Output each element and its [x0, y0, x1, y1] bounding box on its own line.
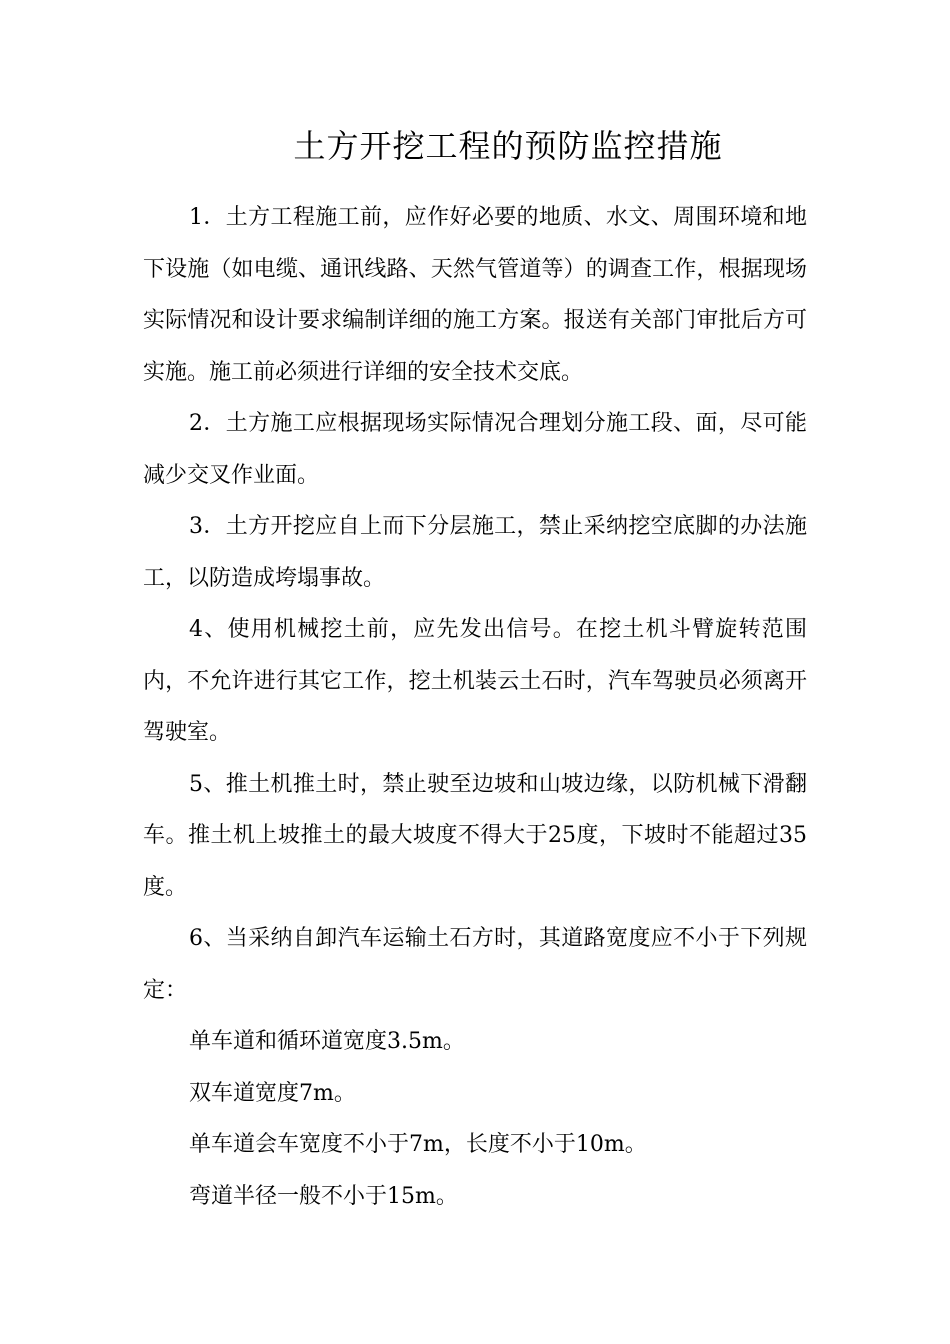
paragraph-5: 5、推土机推土时，禁止驶至边坡和山坡边缘，以防机械下滑翻车。推土机上坡推土的最大坡度不得大于25度，下坡时不能超过35度。: [143, 771, 807, 900]
paragraph-6: 6、当采纳自卸汽车运输土石方时，其道路宽度应不小于下列规定：: [143, 926, 807, 1003]
spec-curve-radius: 弯道半径一般不小于15m。: [189, 1183, 458, 1209]
spec-single-lane-width: 单车道和循环道宽度3.5m。: [189, 1029, 465, 1054]
paragraph-2: 2．土方施工应根据现场实际情况合理划分施工段、面，尽可能减少交叉作业面。: [143, 411, 807, 488]
spec-double-lane-width: 双车道宽度7m。: [189, 1080, 356, 1106]
document-body: [143, 192, 807, 1222]
paragraph-4: 4、使用机械挖土前，应先发出信号。在挖土机斗臂旋转范围内，不允许进行其它工作，挖土机装云土石时，汽车驾驶员必须离开驾驶室。: [143, 617, 807, 745]
paragraph-3: 3．土方开挖应自上而下分层施工，禁止采纳挖空底脚的办法施工，以防造成垮塌事故。: [143, 514, 807, 591]
paragraph-1: 1．土方工程施工前，应作好必要的地质、水文、周围环境和地下设施（如电缆、通讯线路、天然气管道等）的调查工作，根据现场实际情况和设计要求编制详细的施工方案。报送有关部门审批后方可实施。施工前必须进行详细的安全技术交底。: [143, 205, 807, 385]
document-title: 土方开挖工程的预防监控措施: [293, 127, 723, 165]
spec-passing-bay: 单车道会车宽度不小于7m，长度不小于10m。: [189, 1132, 647, 1157]
